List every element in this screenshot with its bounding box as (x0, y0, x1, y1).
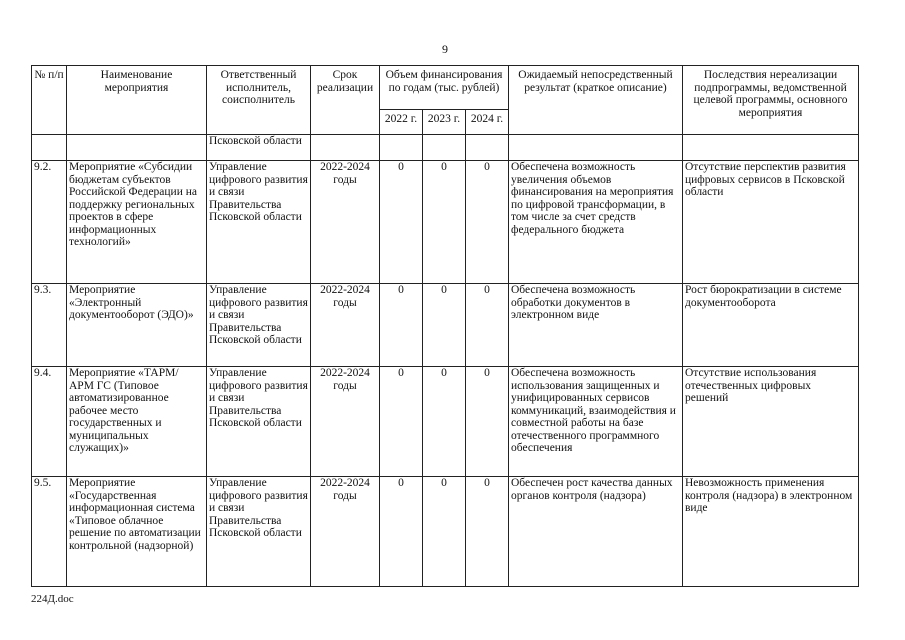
header-name: Наименование мероприятия (67, 66, 207, 135)
table-row (32, 161, 859, 284)
cell-term: 2022-2024 годы (311, 161, 380, 284)
table-row (32, 477, 859, 587)
table-row (32, 284, 859, 367)
cell-empty (509, 135, 683, 161)
header-consequences: Последствия нереализации подпрограммы, ведомственной целевой программы, основного мероприятия (683, 66, 859, 135)
cell-2022: 0 (380, 284, 423, 367)
cell-name: Мероприятие «ТАРМ/ АРМ ГС (Типовое автоматизированное рабочее место государственных и муниципальных служащих)» (67, 367, 207, 477)
cell-result: Обеспечен рост качества данных органов контроля (надзора) (509, 477, 683, 587)
header-num: № п/п (32, 66, 67, 135)
cell-result: Обеспечена возможность использования защищенных и унифицированных сервисов коммуникаций, взаимодействия и совместной работы на базе отечественного программного обеспечения (509, 367, 683, 477)
cell-2024: 0 (466, 367, 509, 477)
cell-num: 9.2. (32, 161, 67, 284)
cell-empty (466, 135, 509, 161)
cell-responsible: Управление цифрового развития и связи Правительства Псковской области (207, 161, 311, 284)
cell-term: 2022-2024 годы (311, 367, 380, 477)
header-year-2023: 2023 г. (423, 110, 466, 135)
cell-name: Мероприятие «Субсидии бюджетам субъектов Российской Федерации на поддержку региональных проектов в сфере информационных технологий» (67, 161, 207, 284)
cell-term: 2022-2024 годы (311, 284, 380, 367)
cell-num: 9.4. (32, 367, 67, 477)
cell-name: Мероприятие «Электронный документооборот (ЭДО)» (67, 284, 207, 367)
document-filename: 224Д.doc (31, 593, 74, 605)
cell-empty (423, 135, 466, 161)
cell-result: Обеспечена возможность увеличения объемов финансирования на мероприятия по цифровой трансформации, в том числе за счет средств федерального бюджета (509, 161, 683, 284)
cell-responsible: Управление цифрового развития и связи Правительства Псковской области (207, 367, 311, 477)
cell-empty (683, 135, 859, 161)
cell-responsible: Псковской области (207, 135, 311, 161)
cell-2022: 0 (380, 367, 423, 477)
continuation-row (32, 135, 859, 161)
cell-2023: 0 (423, 284, 466, 367)
cell-2024: 0 (466, 161, 509, 284)
cell-name: Мероприятие «Государственная информационная система «Типовое облачное решение по автоматизации контрольной (надзорной) (67, 477, 207, 587)
cell-term: 2022-2024 годы (311, 477, 380, 587)
header-result: Ожидаемый непосредственный результат (краткое описание) (509, 66, 683, 135)
header-row (32, 66, 859, 110)
cell-consequences: Отсутствие перспектив развития цифровых сервисов в Псковской области (683, 161, 859, 284)
cell-2023: 0 (423, 477, 466, 587)
header-year-2024: 2024 г. (466, 110, 509, 135)
cell-empty (32, 135, 67, 161)
cell-2022: 0 (380, 161, 423, 284)
cell-2023: 0 (423, 161, 466, 284)
cell-responsible: Управление цифрового развития и связи Правительства Псковской области (207, 284, 311, 367)
cell-2023: 0 (423, 367, 466, 477)
cell-consequences: Невозможность применения контроля (надзора) в электронном виде (683, 477, 859, 587)
cell-consequences: Рост бюрократизации в системе документооборота (683, 284, 859, 367)
cell-2022: 0 (380, 477, 423, 587)
header-year-2022: 2022 г. (380, 110, 423, 135)
header-responsible: Ответственный исполнитель, соисполнитель (207, 66, 311, 135)
header-term: Срок реализации (311, 66, 380, 135)
cell-empty (67, 135, 207, 161)
header-funding: Объем финансирования по годам (тыс. рублей) (380, 66, 509, 110)
cell-empty (311, 135, 380, 161)
activities-table (31, 65, 859, 587)
cell-2024: 0 (466, 477, 509, 587)
cell-empty (380, 135, 423, 161)
page-number: 9 (442, 42, 448, 56)
table-row (32, 367, 859, 477)
cell-responsible: Управление цифрового развития и связи Правительства Псковской области (207, 477, 311, 587)
cell-2024: 0 (466, 284, 509, 367)
cell-num: 9.3. (32, 284, 67, 367)
cell-consequences: Отсутствие использования отечественных цифровых решений (683, 367, 859, 477)
cell-num: 9.5. (32, 477, 67, 587)
cell-result: Обеспечена возможность обработки документов в электронном виде (509, 284, 683, 367)
